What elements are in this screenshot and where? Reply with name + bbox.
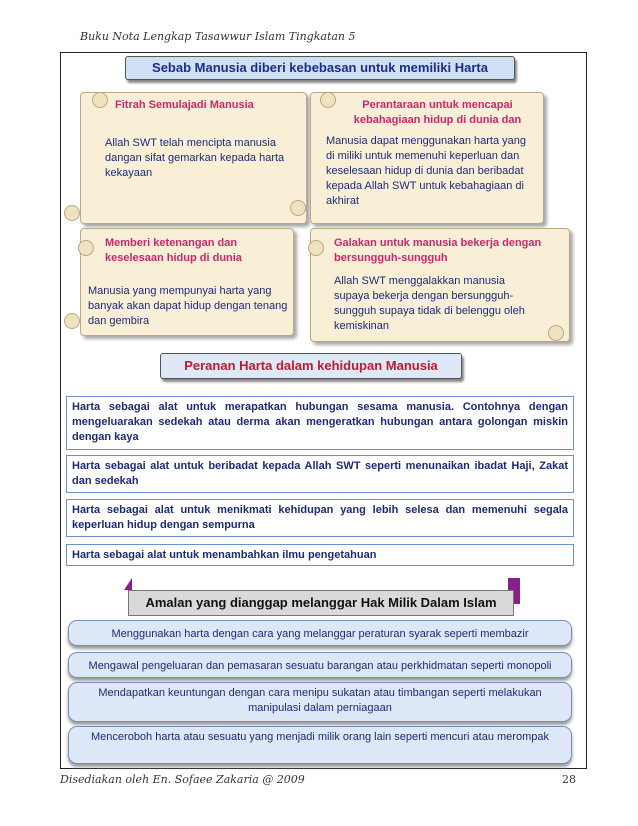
scroll-curl-icon — [64, 313, 80, 329]
title-amalan-melanggar: Amalan yang dianggap melanggar Hak Milik Dalam Islam — [128, 590, 514, 616]
scroll-perantaraan-body: Manusia dapat menggunakan harta yang di miliki untuk memenuhi keperluan dan keselesaan hidup di dunia dan beribadat kepada Allah SWT untuk kebahagiaan di akhirat — [326, 135, 526, 207]
scroll-ketenangan-heading: Memberi ketenangan dan keselesaan hidup di dunia — [105, 237, 242, 264]
page-header: Buku Nota Lengkap Tasawwur Islam Tingkatan 5 — [80, 30, 356, 43]
role-item: Harta sebagai alat untuk beribadat kepada Allah SWT seperti menunaikan ibadat Haji, Zakat dan sedekah — [66, 455, 574, 493]
scroll-curl-icon — [64, 205, 80, 221]
role-item: Harta sebagai alat untuk merapatkan hubungan sesama manusia. Contohnya dengan mengeluarakan sedekah atau derma akan mengeratkan hubungan antara golongan miskin dengan kaya — [66, 396, 574, 450]
title-sebab-manusia: Sebab Manusia diberi kebebasan untuk memiliki Harta — [125, 56, 515, 80]
scroll-curl-icon — [92, 92, 108, 108]
violation-item: Mendapatkan keuntungan dengan cara menipu sukatan atau timbangan seperti melakukan manipulasi dalam perniagaan — [68, 682, 572, 722]
scroll-ketenangan-body: Manusia yang mempunyai harta yang banyak akan dapat hidup dengan tenang dan gembira — [88, 285, 288, 327]
scroll-curl-icon — [548, 325, 564, 341]
violation-item: Menceroboh harta atau sesuatu yang menjadi milik orang lain seperti mencuri atau merompak — [68, 726, 572, 764]
scroll-fitrah-body: Allah SWT telah mencipta manusia dangan sifat gemarkan kepada harta kekayaan — [105, 137, 285, 179]
scroll-galakan-heading: Galakan untuk manusia bekerja dengan bersungguh-sungguh — [334, 237, 542, 264]
banner-fold-left — [124, 578, 132, 590]
role-item: Harta sebagai alat untuk menikmati kehidupan yang lebih selesa dan memenuhi segala keperluan hidup dengan sempurna — [66, 499, 574, 537]
scroll-curl-icon — [308, 240, 324, 256]
violation-item: Mengawal pengeluaran dan pemasaran sesuatu barangan atau perkhidmatan seperti monopoli — [68, 652, 572, 678]
scroll-perantaraan-heading: Perantaraan untuk mencapai kebahagiaan hidup di dunia dan — [353, 99, 522, 126]
scroll-galakan-body: Allah SWT menggalakkan manusia supaya bekerja dengan bersungguh-sungguh supaya tidak di belenggu oleh kemiskinan — [334, 275, 525, 332]
scroll-curl-icon — [320, 92, 336, 108]
title-peranan-harta: Peranan Harta dalam kehidupan Manusia — [160, 353, 462, 379]
page-number: 28 — [562, 773, 576, 786]
violation-item: Menggunakan harta dengan cara yang melanggar peraturan syarak seperti membazir — [68, 620, 572, 646]
page-footer: Disediakan oleh En. Sofaee Zakaria @ 2009 — [60, 773, 305, 786]
scroll-curl-icon — [290, 200, 306, 216]
scroll-fitrah-heading: Fitrah Semulajadi Manusia — [115, 99, 254, 111]
role-item: Harta sebagai alat untuk menambahkan ilmu pengetahuan — [66, 544, 574, 566]
scroll-curl-icon — [78, 240, 94, 256]
